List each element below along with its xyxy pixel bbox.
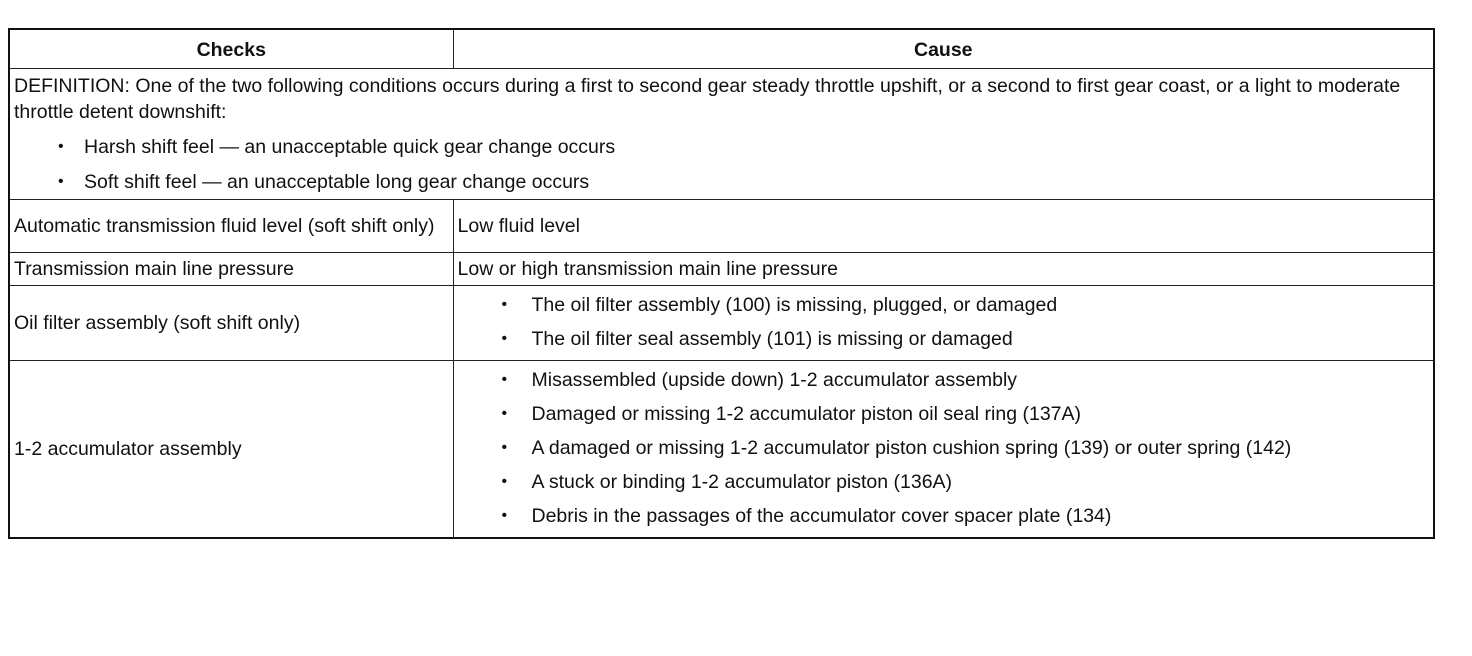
cause-cell	[453, 361, 1434, 539]
header-row	[9, 29, 1434, 69]
list-item: • The oil filter seal assembly (101) is missing or damaged	[458, 326, 1430, 352]
table-row-line-pressure	[9, 253, 1434, 286]
check-cell: Oil filter assembly (soft shift only)	[9, 286, 453, 361]
list-item: • Misassembled (upside down) 1-2 accumulator assembly	[458, 367, 1430, 393]
list-item: • A damaged or missing 1-2 accumulator piston cushion spring (139) or outer spring (142)	[458, 435, 1430, 461]
table-row-fluid-level	[9, 200, 1434, 253]
table-row-oil-filter	[9, 286, 1434, 361]
check-cell: Automatic transmission fluid level (soft shift only)	[9, 200, 453, 253]
cause-cell: Low or high transmission main line pressure	[453, 253, 1434, 286]
cause-header: Cause	[453, 29, 1434, 69]
cause-cell	[453, 286, 1434, 361]
checks-header: Checks	[9, 29, 453, 69]
cause-list	[458, 292, 1430, 352]
definition-row	[9, 69, 1434, 200]
definition-bullet-list	[14, 134, 1429, 195]
cause-list	[458, 367, 1430, 529]
list-item: • The oil filter assembly (100) is missing, plugged, or damaged	[458, 292, 1430, 318]
definition-bullet-soft: • Soft shift feel — an unacceptable long gear change occurs	[14, 169, 1429, 195]
definition-bullet-harsh: • Harsh shift feel — an unacceptable quick gear change occurs	[14, 134, 1429, 160]
diagnosis-table	[8, 28, 1435, 539]
list-item: • Debris in the passages of the accumulator cover spacer plate (134)	[458, 503, 1430, 529]
check-cell: 1-2 accumulator assembly	[9, 361, 453, 539]
check-cell: Transmission main line pressure	[9, 253, 453, 286]
cause-cell: Low fluid level	[453, 200, 1434, 253]
table-row-accumulator	[9, 361, 1434, 539]
definition-text: DEFINITION: One of the two following conditions occurs during a first to second gear steady throttle upshift, or a second to first gear coast, or a light to moderate throttle detent downshift:	[14, 75, 1401, 123]
definition-cell	[9, 69, 1434, 200]
list-item: • A stuck or binding 1-2 accumulator piston (136A)	[458, 469, 1430, 495]
list-item: • Damaged or missing 1-2 accumulator piston oil seal ring (137A)	[458, 401, 1430, 427]
